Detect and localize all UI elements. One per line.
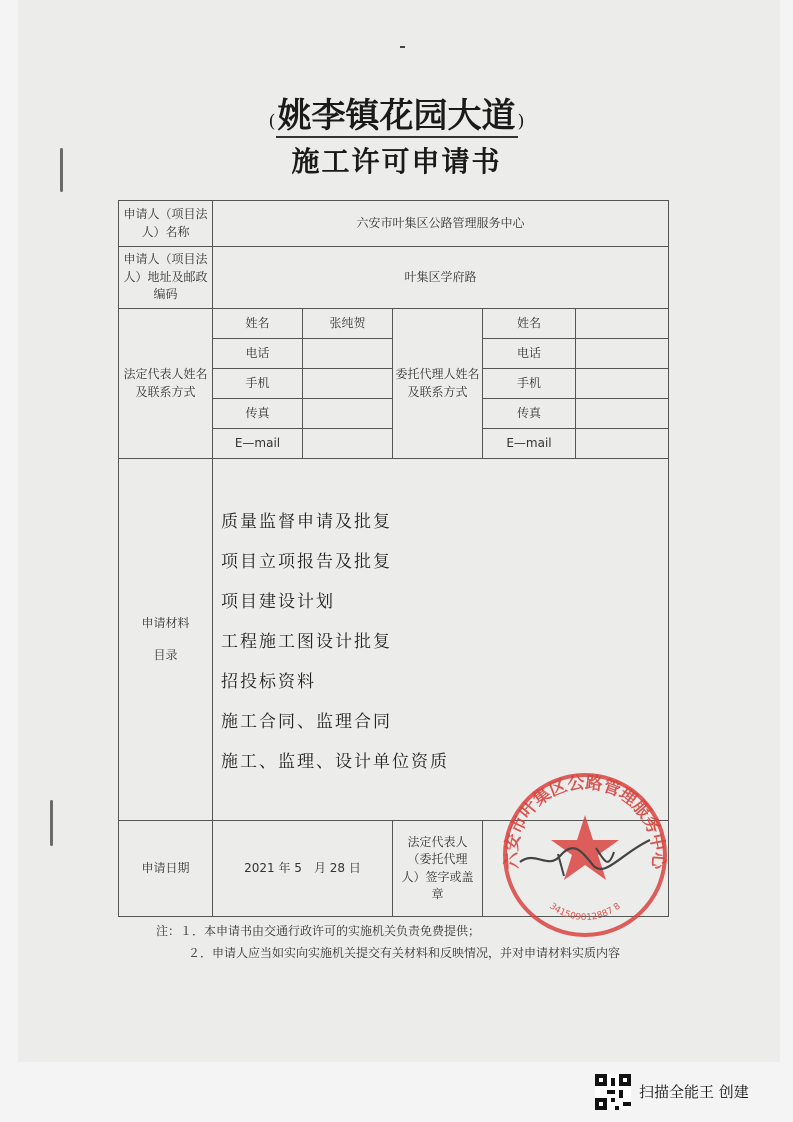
notes [156,920,620,964]
legal-rep-field-label: 电话 [213,339,303,369]
materials-list-cell [213,459,669,821]
apply-date-value: 2021 年 5 月 28 日 [213,821,393,917]
agent-field-value [576,399,669,429]
agent-field-label: 手机 [483,369,576,399]
official-seal-stamp [500,770,670,940]
agent-label: 委托代理人姓名及联系方式 [393,309,483,459]
material-item: 施工、监理、设计单位资质 [221,752,449,772]
note-line: 注：１．本申请书由交通行政许可的实施机关负责免费提供； [156,924,481,938]
agent-field-value [576,429,669,459]
note-line: ２．申请人应当如实向实施机关提交有关材料和反映情况，并对申请材料实质内容 [188,946,621,960]
applicant-address-label: 申请人（项目法人）地址及邮政编码 [119,247,213,309]
legal-rep-field-label: E—mail [213,429,303,459]
applicant-name-label: 申请人（项目法人）名称 [119,201,213,247]
svg-text:341509012887 8: 341509012887 8 [547,901,623,924]
legal-rep-field-value [303,339,393,369]
material-item: 项目立项报告及批复 [221,552,392,572]
material-item: 项目建设计划 [221,592,335,612]
agent-field-value [576,309,669,339]
applicant-name-value: 六安市叶集区公路管理服务中心 [213,201,669,247]
materials-label: 申请材料 目录 [119,459,213,821]
material-item: 施工合同、监理合同 [221,712,392,732]
scanner-brand: 扫描全能王 创建 [639,1083,749,1101]
applicant-address-value: 叶集区学府路 [213,247,669,309]
binder-clip-bottom [50,800,53,846]
signature-label: 法定代表人（委托代理人）签字或盖章 [393,821,483,917]
agent-field-value [576,369,669,399]
material-item: 质量监督申请及批复 [221,512,392,532]
material-item: 招投标资料 [221,672,316,692]
document-title: 施工许可申请书 [291,145,502,178]
legal-rep-field-value [303,399,393,429]
agent-field-label: 姓名 [483,309,576,339]
apply-date-label: 申请日期 [119,821,213,917]
legal-rep-field-label: 传真 [213,399,303,429]
agent-field-value [576,339,669,369]
legal-rep-field-label: 手机 [213,369,303,399]
legal-rep-field-label: 姓名 [213,309,303,339]
legal-rep-field-value [303,369,393,399]
svg-text:六安市叶集区公路管理服务中心: 六安市叶集区公路管理服务中心 [501,772,669,870]
material-item: 工程施工图设计批复 [221,632,392,652]
seal-star-icon [551,815,619,880]
qr-code-icon [595,1074,631,1110]
agent-field-label: E—mail [483,429,576,459]
agent-field-label: 传真 [483,399,576,429]
legal-rep-label: 法定代表人姓名及联系方式 [119,309,213,459]
scanner-footer [595,1070,785,1110]
agent-field-label: 电话 [483,339,576,369]
legal-rep-field-value [303,429,393,459]
materials-list [213,459,668,782]
legal-rep-field-value: 张纯贺 [303,309,393,339]
page-mark [400,46,405,48]
project-title: (姚李镇花园大道 ) [268,96,525,136]
